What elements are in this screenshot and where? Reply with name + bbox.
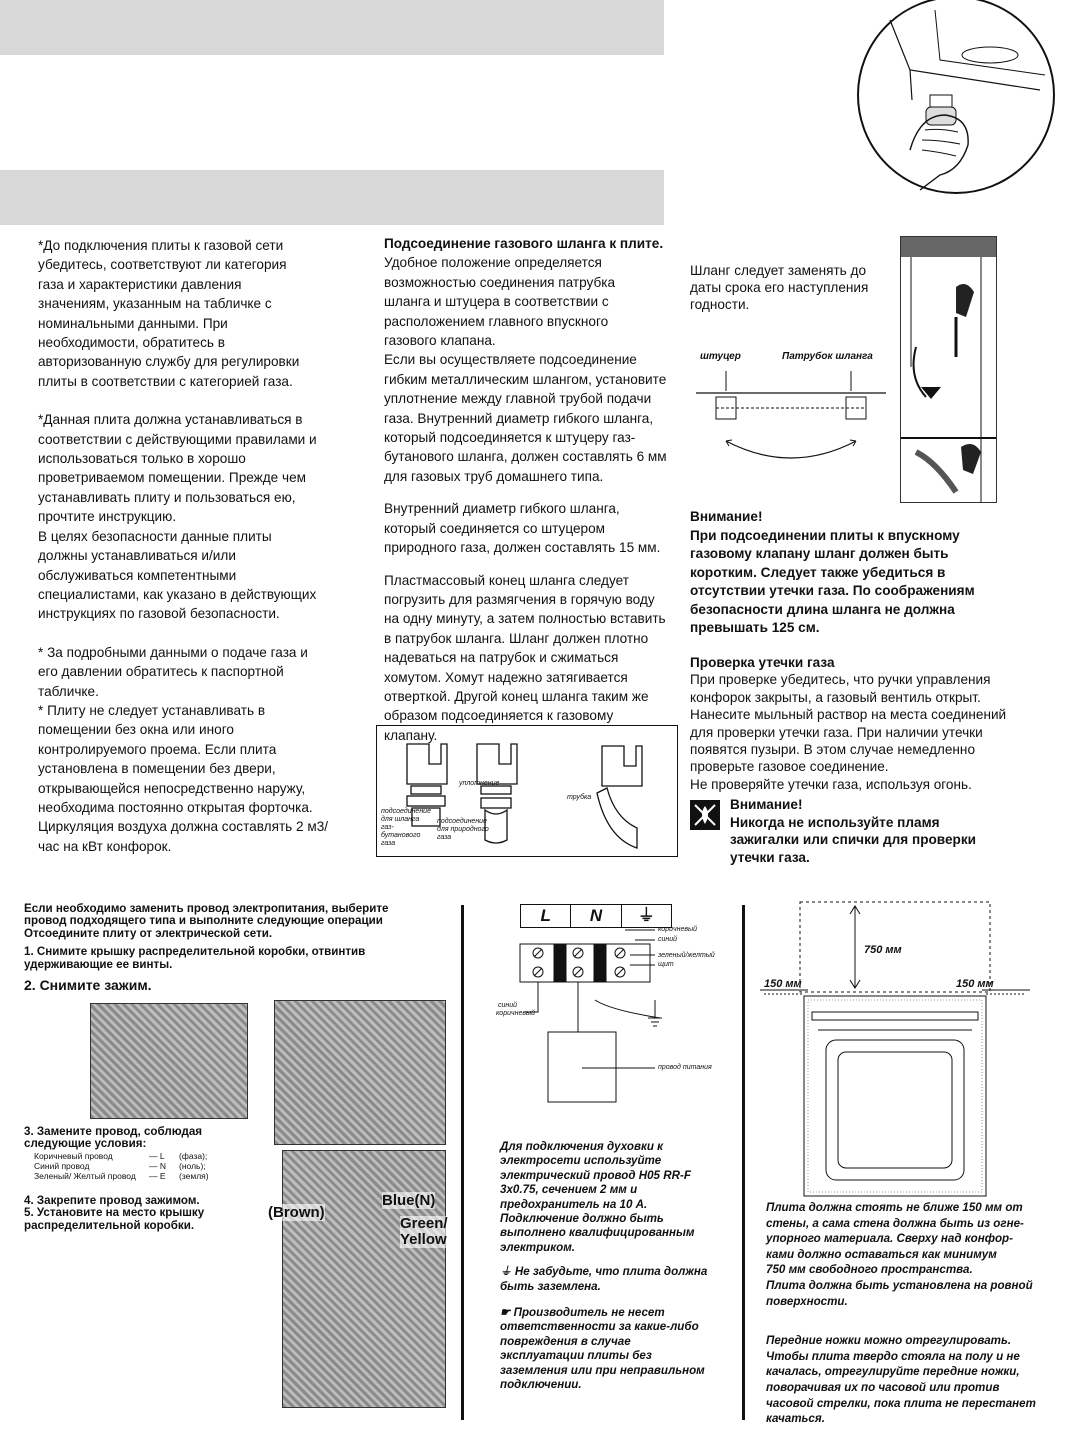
label-brown-top: коричневый: [658, 926, 698, 933]
hose-connection-column: [384, 234, 684, 745]
grounding-note: ⏚ Не забудьте, что плита должна быть заземлена.: [500, 1265, 708, 1293]
wire-row: Коричневый провод — L (фаза);: [34, 1150, 208, 1161]
hose-replacement-photos: [900, 236, 997, 503]
terminal-L: L: [521, 905, 571, 927]
ventilation-paragraph: * За подробными данными о подаче газа и его давлении обратитесь к паспортной табличке. * Плиту не следует устанавливать в помещении без окна или иного контролируемого проема. Если плита установлена в помещении без двери, открывающейся непосредственно наружу, необходима постоянно открытая форточка. Циркуляция воздуха должна составлять 2 м3/ час на кВт конфорок.: [38, 644, 329, 854]
photo-label-brown: (Brown): [268, 1204, 325, 1221]
attention-title-1: Внимание!: [690, 509, 763, 524]
leak-check-block: [690, 654, 1050, 793]
no-flame-icon: [690, 800, 720, 830]
photo-label-blue: Blue(N): [382, 1192, 436, 1209]
oven-connection-text: [500, 1140, 732, 1393]
power-step-2: 2. Снимите зажим.: [24, 977, 152, 994]
clearance-paragraph: Плита должна стоять не ближе 150 мм от стены, а сама стена должна быть из огне- упорного материала. Сверху над конфор- ками должно оставаться как минимум 750 мм свободного пространства. Плита должна быть установлена на ровной поверхности.: [766, 1201, 1033, 1308]
label-blue-bottom: синий: [498, 1002, 518, 1009]
gas-category-paragraph: *До подключения плиты к газовой сети убедитесь, соответствуют ли категория газа и характеристики давления значениям, указанным на табличке с номинальными данными. При необходимости, обратитесь в авторизованную службу для регулировки плиты в соответствии с категорией газа.: [38, 238, 300, 389]
liability-note: ☛ Производитель не несет ответственности за какие-либо повреждения в случае эксплуатации плиты без заземления или при неправильном подключении.: [500, 1306, 705, 1392]
wire-table: [34, 1151, 274, 1181]
fig-label-pipe: трубка: [567, 794, 592, 801]
installation-rules-paragraph: *Данная плита должна устанавливаться в соответствии с действующими правилами и использоваться только в хорошо проветриваемом помещении. Прежде чем устанавливать плиту и пользоваться ею, прочтите инструкцию. В целях безопасности данные плиты должны устанавливаться и/или обслуживаться компетентными специалистами, как указано в действующих инструкциях по газовой безопасности.: [38, 412, 317, 622]
header-band-2: [0, 170, 664, 225]
label-hose-spigot: Патрубок шланга: [782, 351, 873, 362]
dim-right-150: 150 мм: [956, 978, 994, 990]
power-step-3: 3. Замените провод, соблюдая следующие условия:: [24, 1125, 203, 1151]
power-step-4: 4. Закрепите провод зажимом.: [24, 1193, 200, 1207]
attention-title-2: Внимание!: [730, 797, 803, 812]
hose-fittings-figure: [376, 725, 678, 857]
label-fitting: штуцер: [700, 351, 741, 362]
wire-row: Синий провод — N (ноль);: [34, 1160, 206, 1171]
separator-left: [461, 905, 464, 1420]
junction-box-photo: [90, 1003, 248, 1119]
power-step-5: 5. Установите на место крышку распределительной коробки.: [24, 1206, 205, 1232]
gas-requirements-column: [38, 236, 358, 856]
label-panel: щит: [658, 961, 674, 968]
cable-spec-paragraph: Для подключения духовки к электросети используйте электрический провод H05 RR-F 3x0.75, сечением 2 мм и предохранитель на 10 А. Подключение должно быть выполнено квалифицированным электриком.: [500, 1140, 695, 1254]
wire-connection-photo: [282, 1150, 446, 1408]
leak-check-title: Проверка утечки газа: [690, 655, 835, 670]
clearance-diagram: [760, 900, 1030, 1205]
fig-label-gasket: уплотнение: [459, 780, 500, 787]
clearance-text: [766, 1200, 1056, 1427]
dim-top-750: 750 мм: [864, 944, 902, 956]
natural-gas-diameter-paragraph: Внутренний диаметр гибкого шланга, который соединяется со штуцером природного газа, должен составлять 15 мм.: [384, 501, 661, 556]
attention-body-1: При подсоединении плиты к впускному газовому клапану шланг должен быть коротким. Следует также убедиться в отсутствии утечки газа. По соображениям безопасности длина шланга не должна превышать 125 см.: [690, 527, 975, 635]
separator-right: [742, 905, 745, 1420]
clamp-removal-photo: [274, 1000, 446, 1145]
terminal-ground: ⏚: [637, 906, 655, 925]
label-power-cord: провод питания: [658, 1064, 712, 1071]
attention-flame-block: [730, 796, 1030, 866]
attention-body-2: Никогда не используйте пламя зажигалки или спички для проверки утечки газа.: [730, 814, 977, 865]
terminal-N: N: [571, 905, 621, 927]
hose-replacement-note: Шланг следует заменять до даты срока его наступления годности.: [690, 263, 869, 312]
dim-left-150: 150 мм: [764, 978, 802, 990]
power-cord-instructions: [24, 903, 444, 993]
header-band-1: [0, 0, 664, 55]
label-brown-bottom: коричневый: [496, 1010, 536, 1017]
wire-replacement-block: [24, 1126, 274, 1232]
leak-check-body: При проверке убедитесь, что ручки управления конфорок закрыты, а газовый вентиль открыт. Нанесите мыльный раствор на места соединений для проверки утечки газа. При наличии утечки появятся пузыри. В этом случае немедленно проверьте газовое соединение. Не проверяйте утечки газа, используя огонь.: [690, 672, 1007, 792]
label-green-yellow: зеленый/желтый: [658, 952, 715, 959]
attention-hose-block: [690, 508, 1030, 638]
wire-row: Зеленый/ Желтый провод — E (земля): [34, 1170, 209, 1181]
fig-label-butane: подсоединение для шланга газ-бутанового газа: [381, 808, 431, 847]
plastic-hose-paragraph: Пластмассовый конец шланга следует погрузить для размягчения в горячую воду на одну минуту, а затем полностью вставить в патрубок шланга. Шланг должен плотно надеваться на патрубок и сжиматься хомутом. Хомут надежно затягивается отверткой. Другой конец шланга таким же образом подсоединяется к газовому клапану.: [384, 572, 666, 743]
hose-connection-heading: Подсоединение газового шланга к плите.: [384, 236, 664, 251]
terminal-diagram: [490, 900, 740, 1130]
fitting-hose-diagram: [686, 345, 892, 475]
feet-adjust-paragraph: Передние ножки можно отрегулировать. Чтобы плита твердо стояла на полу и не качалась, отрегулируйте передние ножки, поворачивая их по часовой или против часовой стрелки, пока плита не перестанет качаться.: [766, 1334, 1036, 1426]
label-blue-top: синий: [658, 936, 678, 943]
hose-connection-paragraph: Удобное положение определяется возможностью соединения патрубка шланга и штуцера в соответствии с расположением главного впускного газового клапана. Если вы осуществляете подсоединение гибким металлическим шлангом, установите уплотнение между главной трубой подачи газа. Внутренний диаметр гибкого шланга, который подсоединяется к штуцеру газ- бутанового шланга, должен составлять 6 мм для газовых труб домашнего типа.: [384, 255, 667, 484]
foot-adjust-illustration: [850, 0, 1062, 200]
photo-label-green: Green/ Yellow: [400, 1215, 448, 1248]
power-cord-intro: Если необходимо заменить провод электропитания, выберите провод подходящего типа и выполните следующие операции Отсоедините плиту от электрической сети.: [24, 902, 389, 940]
power-step-1: 1. Снимите крышку распределительной коробки, отвинтив удерживающие ее винты.: [24, 945, 366, 971]
fig-label-natural: подсоединение для природного газа: [437, 818, 489, 841]
